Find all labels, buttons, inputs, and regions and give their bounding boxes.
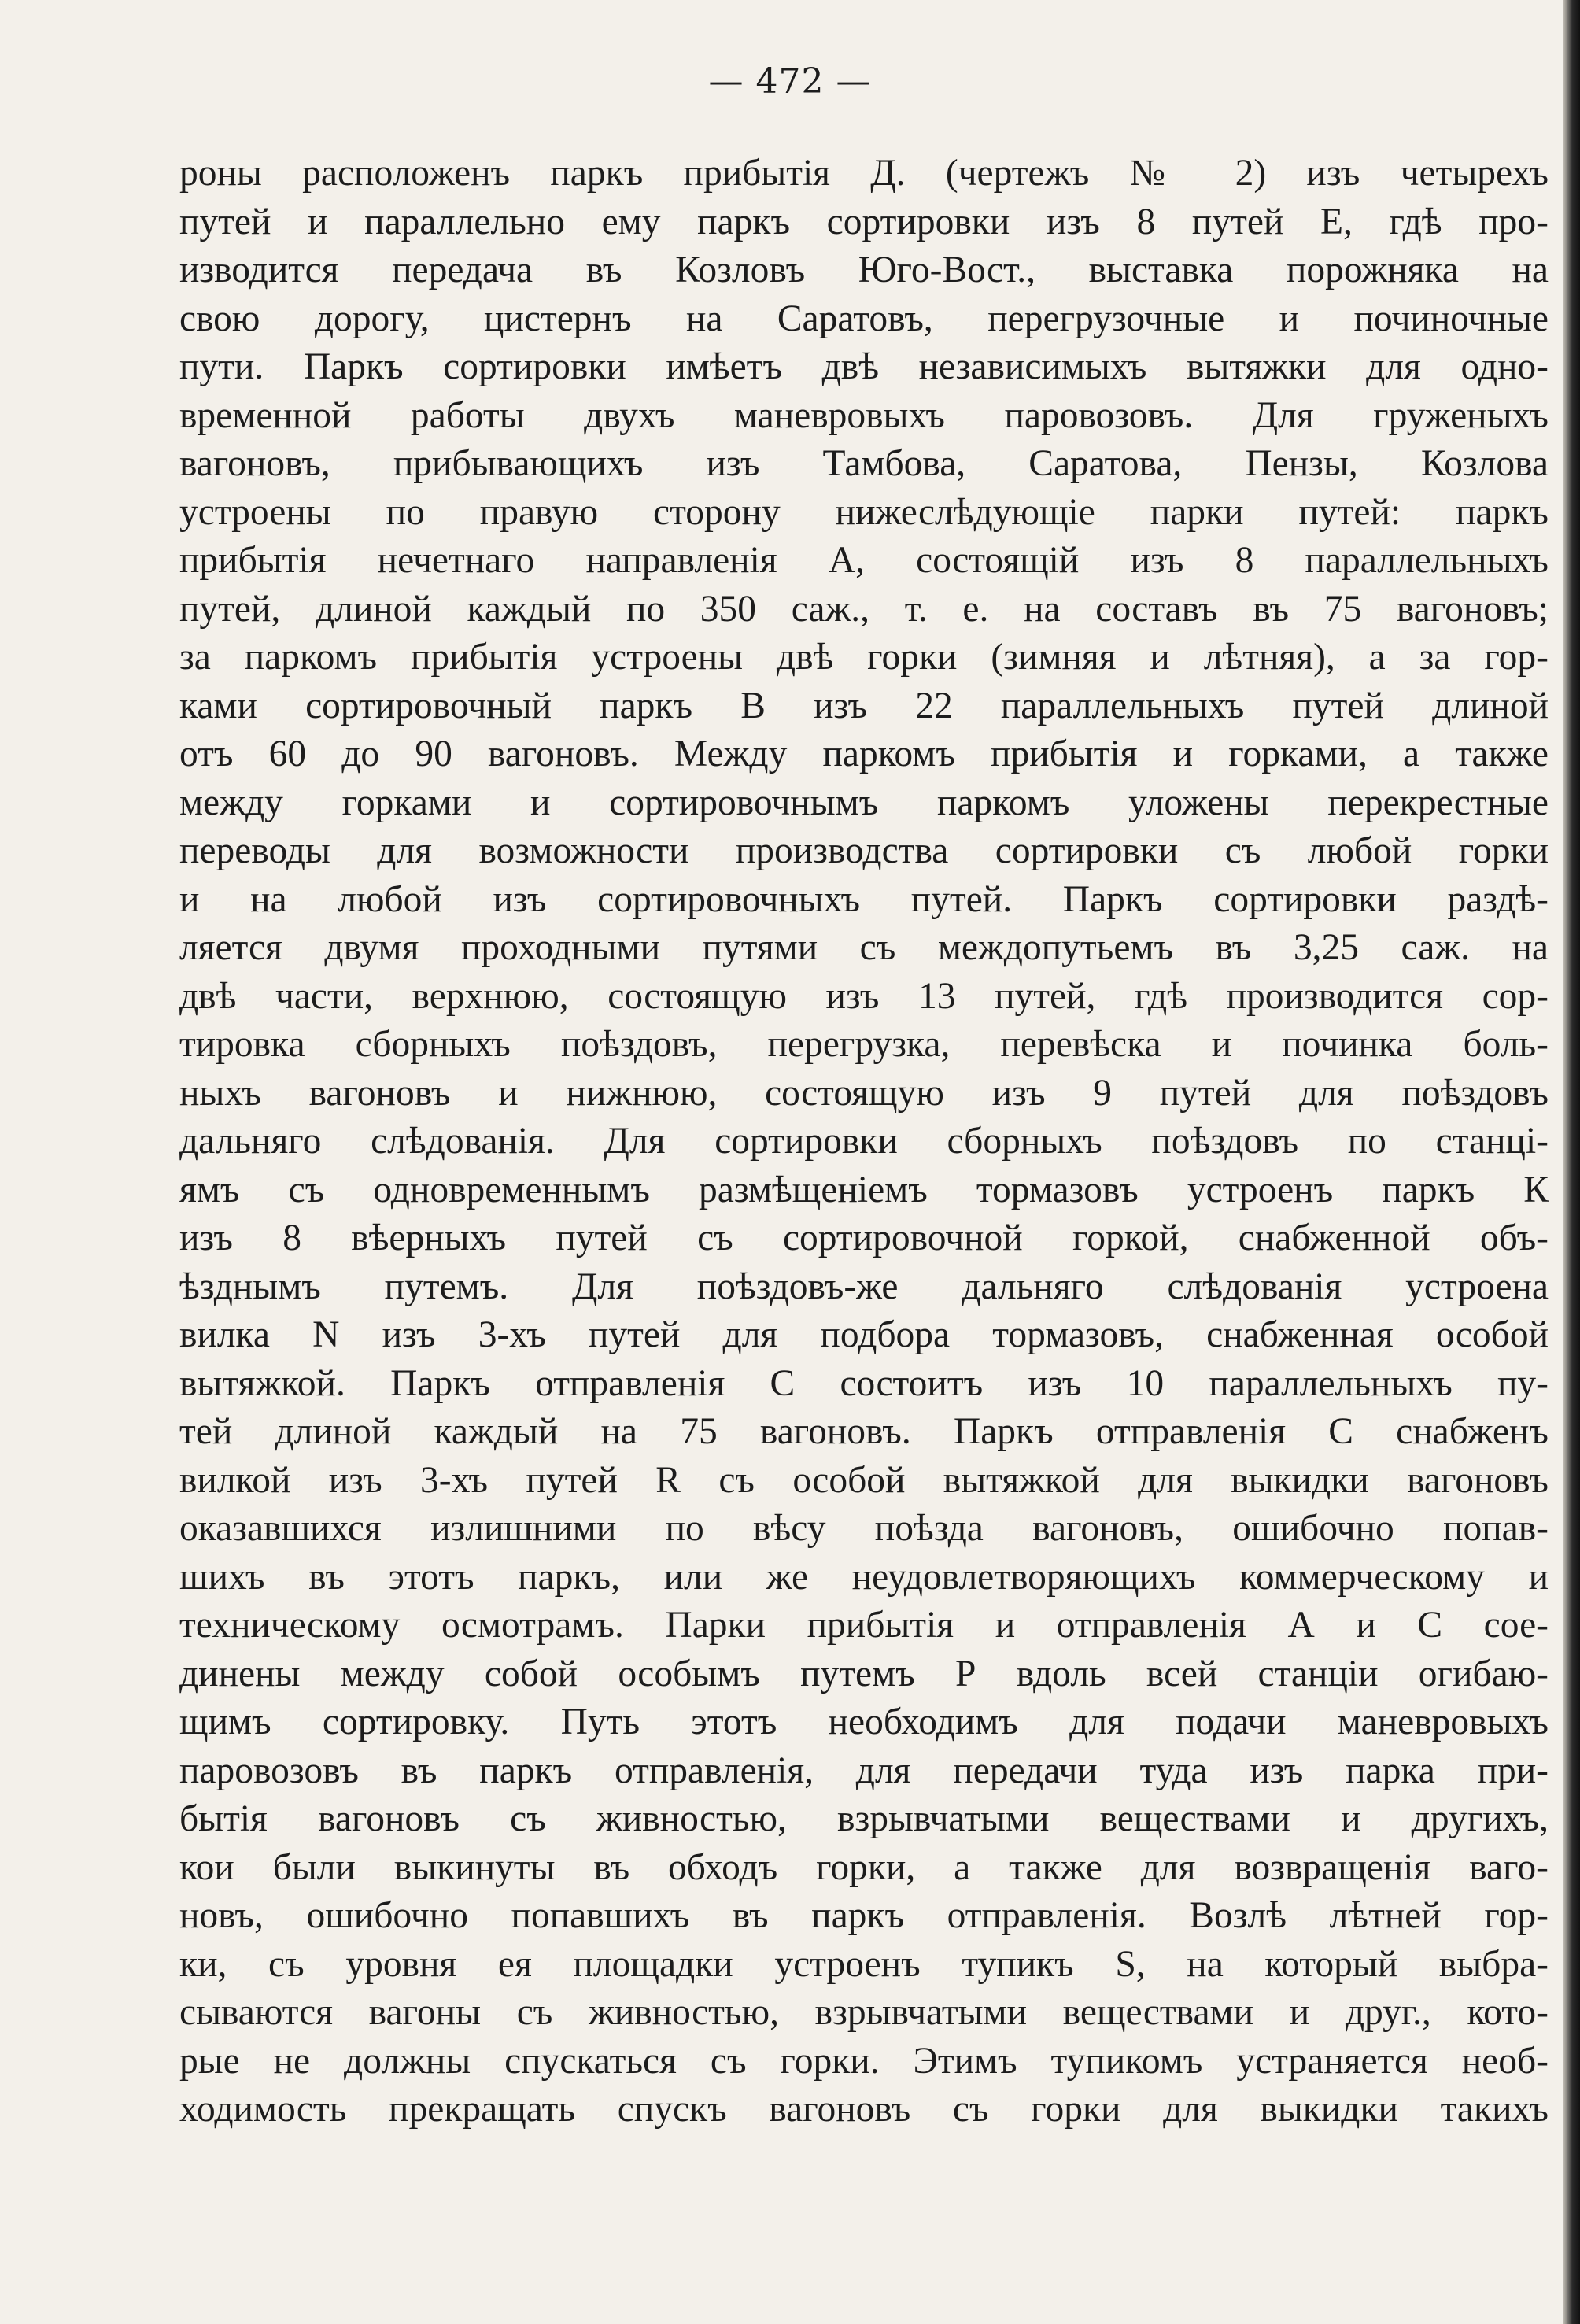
text-line: техническому осмотрамъ. Парки прибытія и отправленія А и С сое- (179, 1605, 1549, 1646)
text-line: ѣзднымъ путемъ. Для поѣздовъ-же дальняго слѣдованія устроена (179, 1265, 1549, 1307)
text-line: ходимость прекращать спускъ вагоновъ съ горки для выкидки такихъ (179, 2089, 1549, 2130)
text-line: ляется двумя проходными путями съ междопутьемъ въ 3,25 саж. на (179, 927, 1549, 968)
text-line: щимъ сортировку. Путь этотъ необходимъ для подачи маневровыхъ (179, 1701, 1549, 1742)
text-line: изводится передача въ Козловъ Юго-Вост., выставка порожняка на (179, 249, 1549, 290)
text-line: роны расположенъ паркъ прибытія Д. (чертежъ № 2) изъ четырехъ (179, 153, 1549, 194)
text-line: прибытія нечетнаго направленія А, состоящій изъ 8 параллельныхъ (179, 540, 1549, 581)
text-line: двѣ части, верхнюю, состоящую изъ 13 путей, гдѣ производится сор- (179, 975, 1549, 1017)
binding-edge (1563, 0, 1580, 2324)
text-line: бытія вагоновъ съ живностью, взрывчатыми веществами и другихъ, (179, 1798, 1549, 1839)
text-line: паровозовъ въ паркъ отправленія, для передачи туда изъ парка при- (179, 1749, 1549, 1791)
text-line: отъ 60 до 90 вагоновъ. Между паркомъ прибытія и горками, а также (179, 733, 1549, 774)
text-line: между горками и сортировочнымъ паркомъ уложены перекрестные (179, 781, 1549, 823)
body-text (179, 150, 1549, 2134)
text-line: ныхъ вагоновъ и нижнюю, состоящую изъ 9 путей для поѣздовъ (179, 1072, 1549, 1114)
text-line: путей, длиной каждый по 350 саж., т. е. на составъ въ 75 вагоновъ; (179, 588, 1549, 630)
text-line: дальняго слѣдованія. Для сортировки сборныхъ поѣздовъ по станці- (179, 1121, 1549, 1162)
text-line: ками сортировочный паркъ В изъ 22 параллельныхъ путей длиной (179, 685, 1549, 726)
text-line: вилкой изъ 3-хъ путей R съ особой вытяжкой для выкидки вагоновъ (179, 1459, 1549, 1501)
text-line: ямъ съ одновременнымъ размѣщеніемъ тормазовъ устроенъ паркъ К (179, 1169, 1549, 1210)
text-line: новъ, ошибочно попавшихъ въ паркъ отправленія. Возлѣ лѣтней гор- (179, 1895, 1549, 1936)
text-line: рые не должны спускаться съ горки. Этимъ тупикомъ устраняется необ- (179, 2040, 1549, 2082)
text-line: устроены по правую сторону нижеслѣдующіе парки путей: паркъ (179, 491, 1549, 533)
text-line: тей длиной каждый на 75 вагоновъ. Паркъ отправленія С снабженъ (179, 1411, 1549, 1452)
text-line: оказавшихся излишними по вѣсу поѣзда вагоновъ, ошибочно попав- (179, 1508, 1549, 1549)
text-line: временной работы двухъ маневровыхъ паровозовъ. Для груженыхъ (179, 394, 1549, 436)
text-line: пути. Паркъ сортировки имѣетъ двѣ независимыхъ вытяжки для одно- (179, 346, 1549, 387)
text-line: динены между собой особымъ путемъ Р вдоль всей станціи огибаю- (179, 1653, 1549, 1694)
text-line: кои были выкинуты въ обходъ горки, а также для возвращенія ваго- (179, 1846, 1549, 1888)
text-line: и на любой изъ сортировочныхъ путей. Паркъ сортировки раздѣ- (179, 878, 1549, 920)
text-line: вагоновъ, прибывающихъ изъ Тамбова, Саратова, Пензы, Козлова (179, 443, 1549, 484)
text-line: сываются вагоны съ живностью, взрывчатыми веществами и друг., кото- (179, 1992, 1549, 2033)
text-line: свою дорогу, цистернъ на Саратовъ, перегрузочные и починочные (179, 297, 1549, 339)
text-line: за паркомъ прибытія устроены двѣ горки (зимняя и лѣтняя), а за гор- (179, 637, 1549, 678)
text-line: изъ 8 вѣерныхъ путей съ сортировочной горкой, снабженной объ- (179, 1217, 1549, 1258)
text-line: путей и параллельно ему паркъ сортировки изъ 8 путей Е, гдѣ про- (179, 201, 1549, 242)
text-line: тировка сборныхъ поѣздовъ, перегрузка, перевѣска и починка боль- (179, 1024, 1549, 1065)
text-line: вытяжкой. Паркъ отправленія С состоитъ изъ 10 параллельныхъ пу- (179, 1362, 1549, 1404)
page-number: — 472 — (708, 61, 872, 102)
text-line: переводы для возможности производства сортировки съ любой горки (179, 830, 1549, 871)
text-line: вилка N изъ 3-хъ путей для подбора тормазовъ, снабженная особой (179, 1314, 1549, 1355)
text-line: ки, съ уровня ея площадки устроенъ тупикъ S, на который выбра- (179, 1943, 1549, 1985)
text-line: шихъ въ этотъ паркъ, или же неудовлетворяющихъ коммерческому и (179, 1556, 1549, 1598)
